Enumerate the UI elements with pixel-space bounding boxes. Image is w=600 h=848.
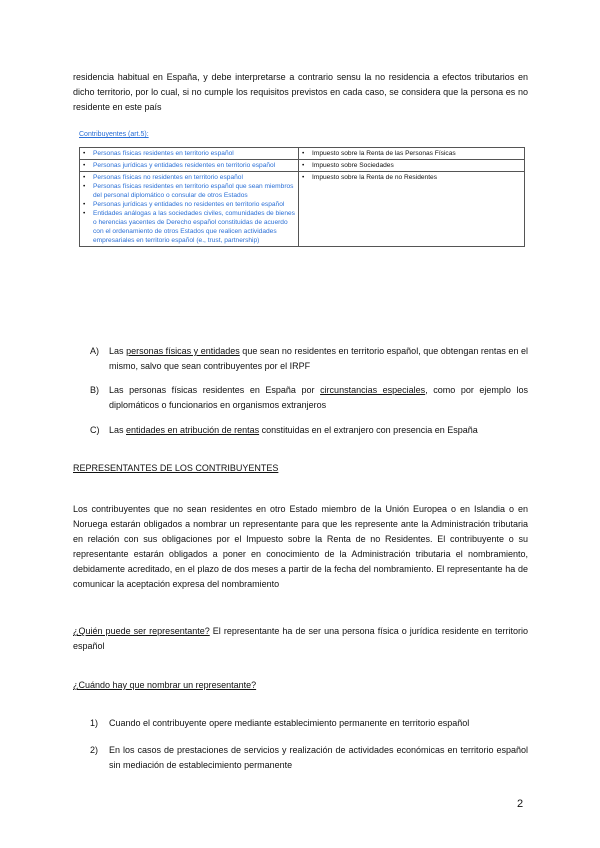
who-answer: El representante ha de ser una persona física o jurídica residente en territorio español — [73, 626, 528, 651]
bullet-icon: • — [83, 210, 86, 217]
list-item-1: 1) Cuando el contribuyente opere mediante establecimiento permanente en territorio español — [90, 718, 470, 728]
bullet-icon: • — [83, 162, 86, 169]
table-row — [80, 148, 525, 160]
page-number: 2 — [517, 798, 524, 810]
table-row — [80, 172, 525, 247]
list-item-2: 2) En los casos de prestaciones de servicios y realización de actividades económicas en territorio español sin mediación de establecimiento permanente — [90, 745, 528, 770]
representatives-paragraph: Los contribuyentes que no sean residentes en otro Estado miembro de la Unión Europea o en Islandia o en Noruega estarán obligados a nombrar un representante para que les represente ante la Administración tributaria en relación con sus obligaciones por el Impuesto sobre la Renta de no Residentes. El contribuyente o su representante estarán obligados a poner en conocimiento de la Administración tributaria el nombramiento, debidamente acreditado, en el plazo de dos meses a partir de la fecha del nombramiento. El representante ha de comunicar la aceptación expresa del nombramiento — [73, 504, 528, 589]
when-question: ¿Cuándo hay que nombrar un representante? — [73, 680, 257, 690]
list-item-b: B) Las personas físicas residentes en España por circunstancias especiales, como por ejemplo los diplomáticos o funcionarios en organismos extranjeros — [90, 385, 528, 410]
bullet-icon: • — [83, 183, 86, 190]
table-cell-tax: • Impuesto sobre la Renta de no Residentes — [299, 172, 525, 247]
intro-paragraph: residencia habitual en España, y debe interpretarse a contrario sensu la no residencia a efectos tributarios en dicho territorio, por lo cual, si no cumple los requisitos previstos en cada caso, se considera que la persona es no residente en este país — [73, 72, 528, 112]
bullet-icon: • — [302, 150, 305, 157]
bullet-icon: • — [302, 174, 305, 181]
table-cell-contributor: • Personas físicas residentes en territorio español — [80, 148, 299, 160]
table-cell-contributor: • Personas jurídicas y entidades residentes en territorio español — [80, 160, 299, 172]
bullet-icon: • — [83, 150, 86, 157]
contribuyentes-table-figure — [79, 128, 525, 247]
who-paragraph — [73, 624, 528, 654]
bullet-icon: • — [302, 162, 305, 169]
bullet-icon: • — [83, 201, 86, 208]
table-title: Contribuyentes (art.5): — [79, 131, 149, 138]
bullet-icon: • — [83, 174, 86, 181]
table-cell-tax: • Impuesto sobre Sociedades — [299, 160, 525, 172]
list-item-c: C) Las entidades en atribución de rentas constituidas en el extranjero con presencia en España — [90, 425, 478, 435]
table-row — [80, 160, 525, 172]
section-heading: REPRESENTANTES DE LOS CONTRIBUYENTES — [73, 463, 279, 473]
list-item-a: A) Las personas físicas y entidades que sean no residentes en territorio español, que obtengan rentas en el mismo, salvo que sean contribuyentes por el IRPF — [90, 346, 528, 371]
who-question: ¿Quién puede ser representante? — [73, 626, 210, 636]
when-paragraph — [73, 678, 528, 693]
table-cell-tax: • Impuesto sobre la Renta de las Personas Físicas — [299, 148, 525, 160]
contribuyentes-table — [79, 147, 525, 247]
table-cell-contributor: • Personas físicas no residentes en territorio español • Personas físicas residentes en territorio español que sean miembros del personal diplomático o consular de otros Estados • Personas jurídicas y entidades no residentes en territorio español • Entidades análogas a las sociedades civiles, comunidades de bienes o herencias yacentes de Derecho español constituidas de acuerdo con el ordenamiento de otros Estados que realicen actividades empresariales en territorio español (e., trust, partnership) — [80, 172, 299, 247]
